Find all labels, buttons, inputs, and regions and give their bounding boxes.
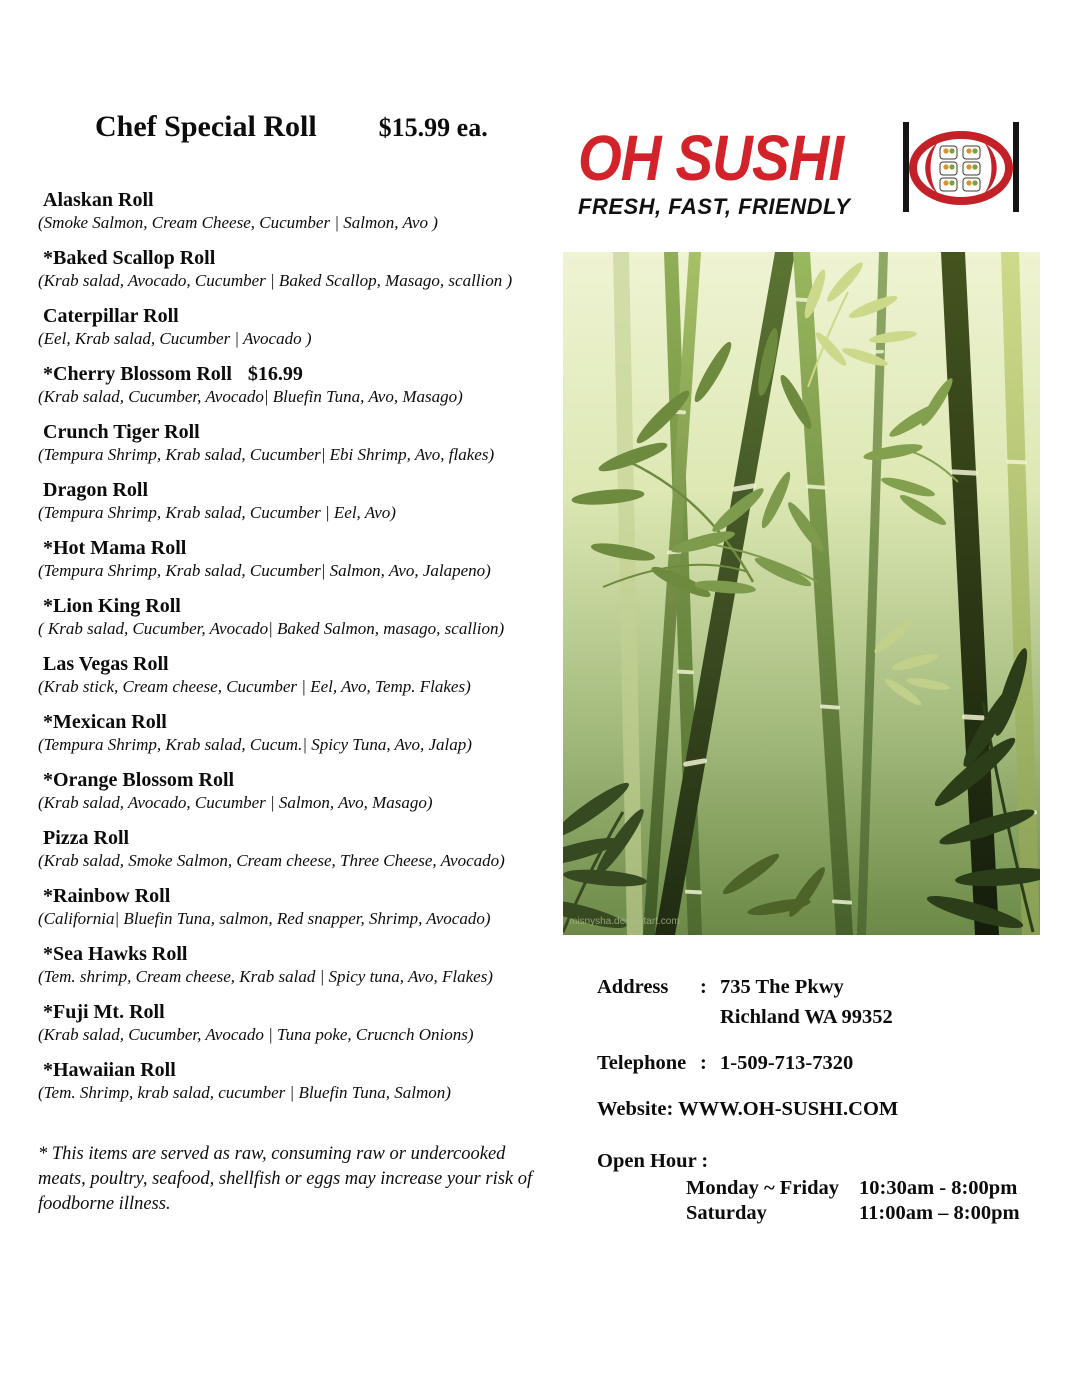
- telephone-label: Telephone: [597, 1052, 687, 1074]
- menu-item-name: *Baked Scallop Roll: [43, 247, 216, 269]
- menu-item-description: (Krab salad, Avocado, Cucumber | Baked Scallop, Masago, scallion ): [38, 271, 513, 290]
- open-hours-days: Monday ~ Friday: [686, 1177, 840, 1199]
- address-line2: Richland WA 99352: [720, 1006, 893, 1028]
- menu-item-name-row: [38, 884, 578, 908]
- menu-item-name: *Rainbow Roll: [43, 885, 171, 907]
- image-watermark: misnysha.deviantart.com: [569, 916, 680, 927]
- sushi-chopsticks-logo-icon: [900, 122, 1022, 216]
- menu-item-description: (Tempura Shrimp, Krab salad, Cucumber| Ebi Shrimp, Avo, flakes): [38, 445, 495, 464]
- menu-item-name-row: [38, 942, 578, 966]
- menu-item-name: *Mexican Roll: [43, 711, 167, 733]
- open-hours-row: [597, 1176, 1047, 1201]
- menu-item-name: *Orange Blossom Roll: [43, 769, 235, 791]
- menu-item-description: (Krab salad, Smoke Salmon, Cream cheese, Three Cheese, Avocado): [38, 851, 505, 870]
- section-price: $15.99 ea.: [378, 113, 488, 142]
- menu-item-description: ( Krab salad, Cucumber, Avocado| Baked Salmon, masago, scallion): [38, 619, 505, 638]
- menu-item: [38, 1058, 578, 1104]
- contact-block: [597, 972, 1047, 1226]
- menu-item-name: *Lion King Roll: [43, 595, 181, 617]
- menu-item-description: (Tempura Shrimp, Krab salad, Cucumber | Eel, Avo): [38, 503, 396, 522]
- brand-logo-text: OH SUSHI: [578, 122, 844, 194]
- menu-item-description: (Krab stick, Cream cheese, Cucumber | Eel, Avo, Temp. Flakes): [38, 677, 471, 696]
- menu-item: [38, 884, 578, 930]
- menu-item-name-row: [38, 768, 578, 792]
- open-hours-row: [597, 1201, 1047, 1226]
- menu-list: [38, 188, 578, 1116]
- menu-item-name-row: [38, 826, 578, 850]
- menu-item-name: Pizza Roll: [43, 827, 130, 849]
- menu-item: [38, 768, 578, 814]
- menu-item-description: (Tem. shrimp, Cream cheese, Krab salad | Spicy tuna, Avo, Flakes): [38, 967, 493, 986]
- telephone-row: [597, 1048, 1047, 1078]
- menu-item: [38, 188, 578, 234]
- menu-item-description: (California| Bluefin Tuna, salmon, Red snapper, Shrimp, Avocado): [38, 909, 491, 928]
- menu-item-name: Caterpillar Roll: [43, 305, 179, 327]
- page-title: Chef Special Roll: [95, 110, 317, 143]
- open-hours-time: 11:00am – 8:00pm: [859, 1202, 1020, 1224]
- menu-item: [38, 304, 578, 350]
- menu-item: [38, 478, 578, 524]
- open-hours-label: Open Hour :: [597, 1150, 709, 1172]
- menu-item-description: (Tempura Shrimp, Krab salad, Cucum.| Spicy Tuna, Avo, Jalap): [38, 735, 472, 754]
- bamboo-forest-image: [563, 252, 1040, 935]
- menu-item: [38, 942, 578, 988]
- website-row: [597, 1094, 1047, 1124]
- section-header: [95, 110, 488, 144]
- menu-item-name: *Hawaiian Roll: [43, 1059, 176, 1081]
- menu-item-name: *Cherry Blossom Roll: [43, 363, 232, 385]
- menu-item: [38, 246, 578, 292]
- menu-item-name-row: [38, 1058, 578, 1082]
- menu-item-name-row: [38, 362, 578, 386]
- menu-item-description: (Krab salad, Avocado, Cucumber | Salmon, Avo, Masago): [38, 793, 433, 812]
- open-hours-days: Saturday: [686, 1202, 767, 1224]
- menu-item-name: Dragon Roll: [43, 479, 148, 501]
- open-hours-time: 10:30am - 8:00pm: [859, 1177, 1018, 1199]
- address-colon: :: [700, 976, 707, 998]
- menu-item-name: *Sea Hawks Roll: [43, 943, 188, 965]
- menu-item-description: (Krab salad, Cucumber, Avocado | Tuna poke, Crucnch Onions): [38, 1025, 474, 1044]
- menu-item: [38, 420, 578, 466]
- menu-item: [38, 1000, 578, 1046]
- menu-item-name: Alaskan Roll: [43, 189, 154, 211]
- menu-item: [38, 536, 578, 582]
- address-row: [597, 972, 1047, 1002]
- menu-item-name: *Hot Mama Roll: [43, 537, 187, 559]
- menu-item: [38, 826, 578, 872]
- website-label: Website:: [597, 1098, 674, 1120]
- address-line1: 735 The Pkwy: [720, 976, 844, 998]
- telephone-colon: :: [700, 1052, 707, 1074]
- menu-item-name-row: [38, 246, 578, 270]
- brand-tagline: FRESH, FAST, FRIENDLY: [578, 194, 851, 219]
- menu-item-description: (Tem. Shrimp, krab salad, cucumber | Bluefin Tuna, Salmon): [38, 1083, 451, 1102]
- menu-item: [38, 652, 578, 698]
- brand-block: [578, 122, 1038, 220]
- menu-item-name-row: [38, 304, 578, 328]
- address-label: Address: [597, 976, 669, 998]
- menu-item-description: (Eel, Krab salad, Cucumber | Avocado ): [38, 329, 312, 348]
- menu-item-name-row: [38, 478, 578, 502]
- menu-item-description: (Smoke Salmon, Cream Cheese, Cucumber | Salmon, Avo ): [38, 213, 438, 232]
- menu-item-name-row: [38, 420, 578, 444]
- open-hours-list: [597, 1176, 1047, 1226]
- menu-item-name-row: [38, 536, 578, 560]
- telephone-number: 1-509-713-7320: [720, 1052, 854, 1074]
- menu-item: [38, 710, 578, 756]
- menu-item-name-row: [38, 188, 578, 212]
- menu-item-name-row: [38, 710, 578, 734]
- menu-item-name-row: [38, 1000, 578, 1024]
- menu-item: [38, 362, 578, 408]
- menu-item: [38, 594, 578, 640]
- raw-food-disclaimer: * This items are served as raw, consuming raw or undercooked meats, poultry, seafood, shellfish or eggs may increase your risk of foodborne illness.: [38, 1144, 533, 1214]
- menu-item-price: $16.99: [247, 363, 303, 385]
- menu-item-description: (Tempura Shrimp, Krab salad, Cucumber| Salmon, Avo, Jalapeno): [38, 561, 491, 580]
- menu-item-name-row: [38, 652, 578, 676]
- menu-item-description: (Krab salad, Cucumber, Avocado| Bluefin Tuna, Avo, Masago): [38, 387, 463, 406]
- website-url: WWW.OH-SUSHI.COM: [678, 1098, 899, 1120]
- menu-item-name-row: [38, 594, 578, 618]
- menu-item-name: Las Vegas Roll: [43, 653, 169, 675]
- menu-item-name: *Fuji Mt. Roll: [43, 1001, 165, 1023]
- menu-item-name: Crunch Tiger Roll: [43, 421, 200, 443]
